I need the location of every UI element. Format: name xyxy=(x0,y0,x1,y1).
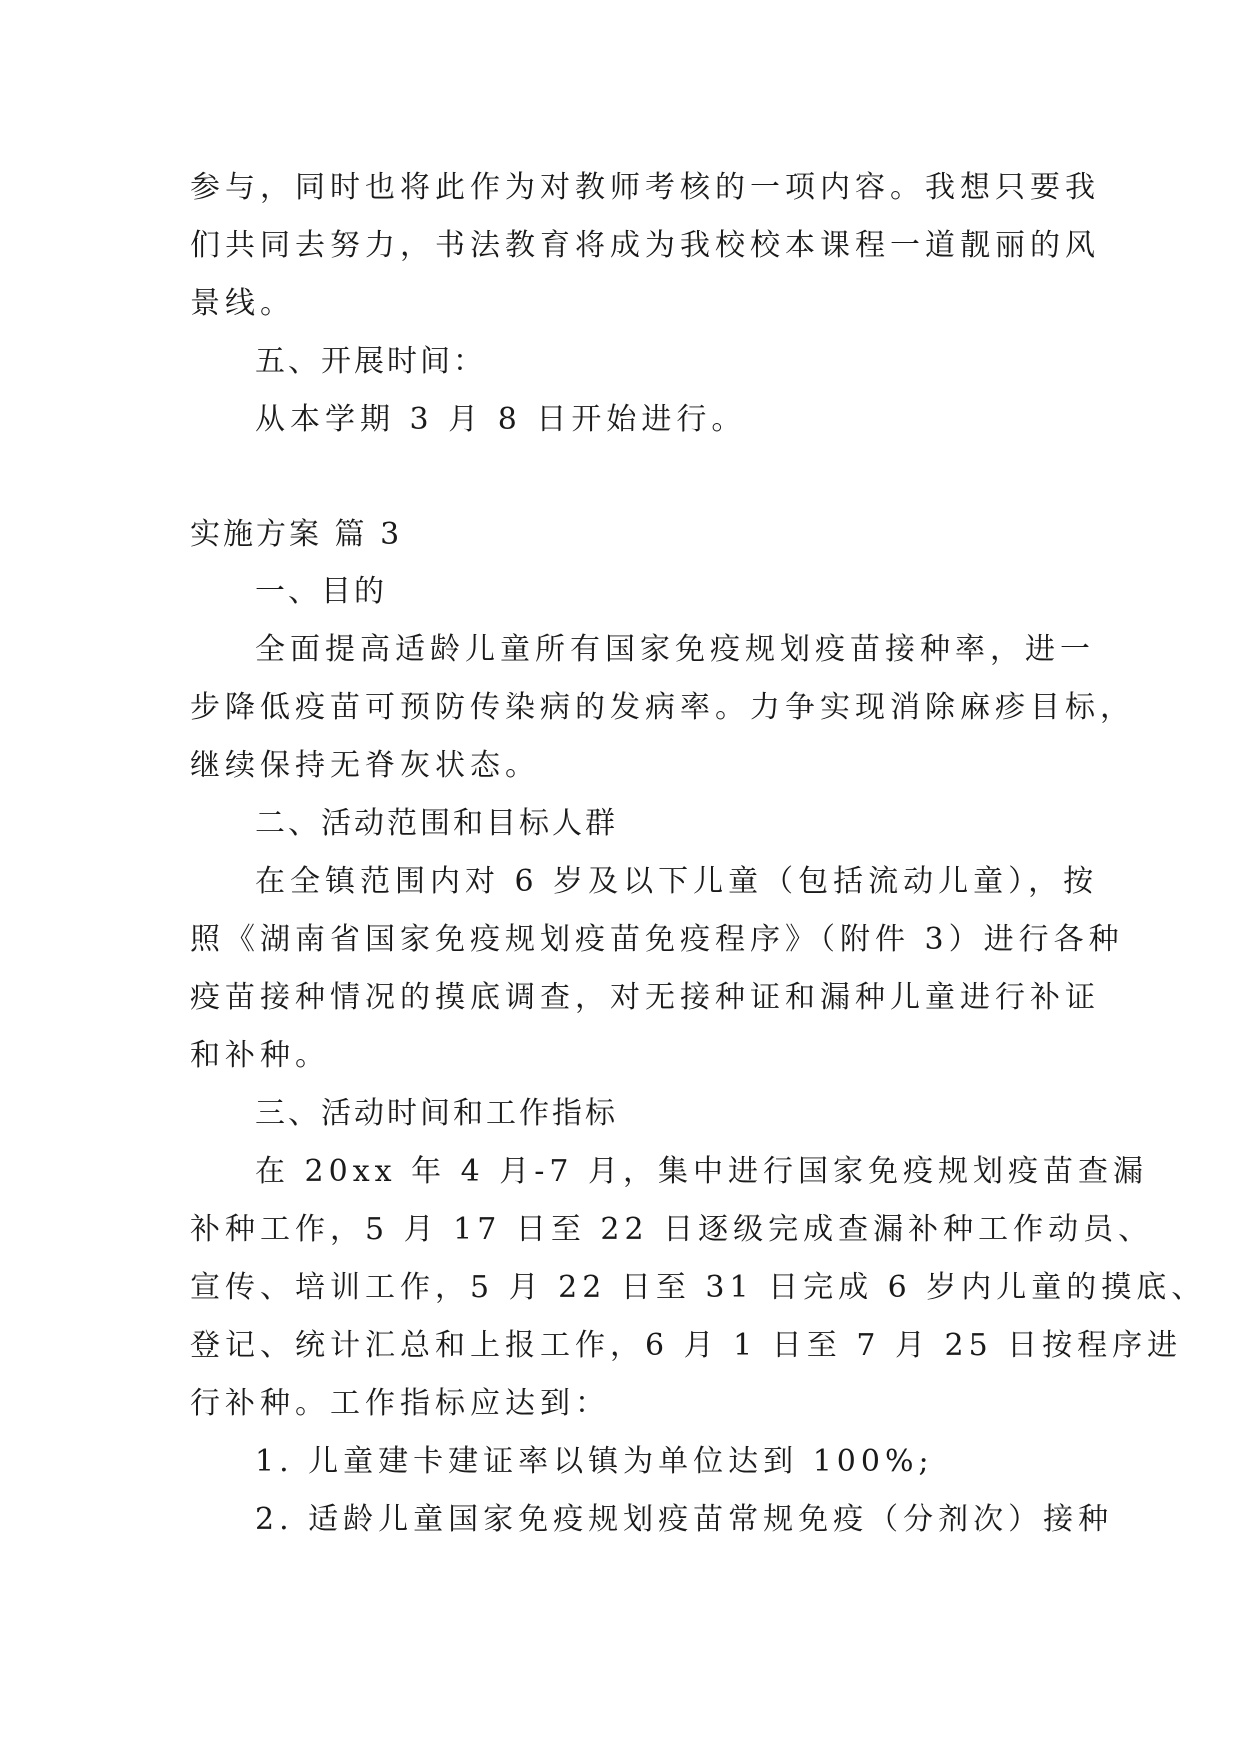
paragraph-line: 补种工作，5 月 17 日至 22 日逐级完成查漏补种工作动员、 xyxy=(190,1212,1154,1247)
paragraph-line: 步降低疫苗可预防传染病的发病率。力争实现消除麻疹目标， xyxy=(190,690,1135,725)
paragraph-line: 们共同去努力，书法教育将成为我校校本课程一道靓丽的风 xyxy=(190,228,1100,263)
paragraph-line: 行补种。工作指标应达到： xyxy=(190,1386,610,1421)
section-heading-purpose: 一、目的 xyxy=(255,574,387,609)
paragraph-line: 宣传、培训工作，5 月 22 日至 31 日完成 6 岁内儿童的摸底、 xyxy=(190,1270,1207,1305)
section-heading-schedule: 五、开展时间： xyxy=(255,344,486,379)
paragraph-line: 在全镇范围内对 6 岁及以下儿童（包括流动儿童），按 xyxy=(255,864,1099,899)
paragraph-line: 登记、统计汇总和上报工作，6 月 1 日至 7 月 25 日按程序进 xyxy=(190,1328,1183,1363)
paragraph-line: 参与，同时也将此作为对教师考核的一项内容。我想只要我 xyxy=(190,170,1100,205)
document-title: 实施方案 篇 3 xyxy=(190,517,403,552)
paragraph-line: 景线。 xyxy=(190,286,295,321)
paragraph-line: 在 20xx 年 4 月-7 月，集中进行国家免疫规划疫苗查漏 xyxy=(255,1154,1149,1189)
list-item: 1. 儿童建卡建证率以镇为单位达到 100%; xyxy=(255,1444,934,1479)
paragraph-line: 从本学期 3 月 8 日开始进行。 xyxy=(255,402,747,437)
paragraph-line: 和补种。 xyxy=(190,1038,330,1073)
list-item: 2. 适龄儿童国家免疫规划疫苗常规免疫（分剂次）接种 xyxy=(255,1502,1114,1537)
paragraph-line: 全面提高适龄儿童所有国家免疫规划疫苗接种率，进一 xyxy=(255,632,1095,667)
paragraph-line: 疫苗接种情况的摸底调查，对无接种证和漏种儿童进行补证 xyxy=(190,980,1100,1015)
section-heading-timeline: 三、活动时间和工作指标 xyxy=(255,1096,618,1131)
paragraph-line: 继续保持无脊灰状态。 xyxy=(190,748,540,783)
paragraph-line: 照《湖南省国家免疫规划疫苗免疫程序》（附件 3）进行各种 xyxy=(190,922,1124,957)
section-heading-scope: 二、活动范围和目标人群 xyxy=(255,806,618,841)
